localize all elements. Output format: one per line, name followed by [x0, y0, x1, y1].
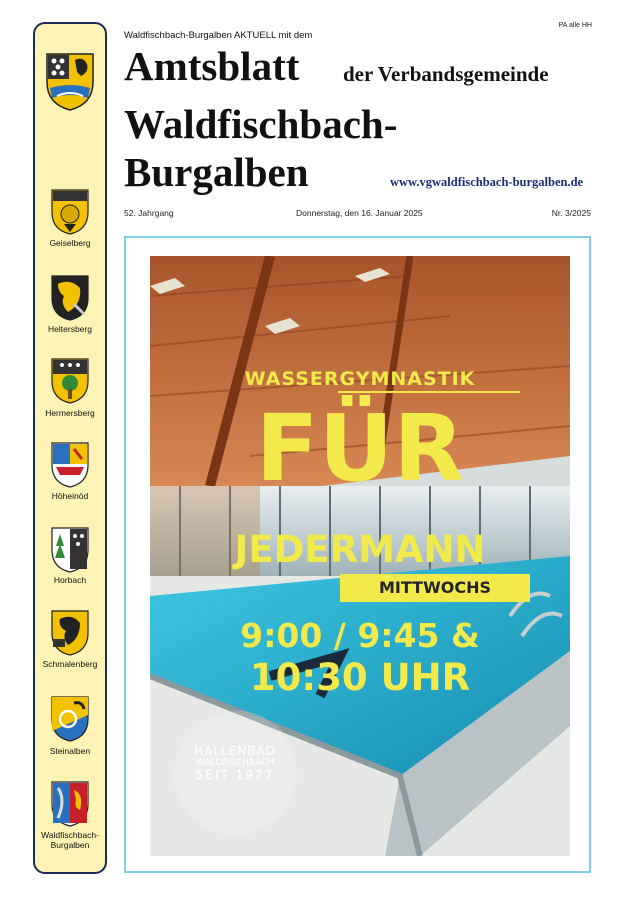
website-link[interactable]: www.vgwaldfischbach-burgalben.de	[390, 175, 584, 189]
cover-poster	[150, 256, 570, 856]
badge-line-waldfischbach: WALDFISCHBACH	[195, 758, 275, 768]
badge-line-hallenbad: HALLENBAD	[194, 744, 276, 758]
badge-line-seit: SEIT 1977	[195, 768, 275, 782]
poster-underline	[338, 391, 520, 393]
poster-line-jedermann: JEDERMANN	[234, 528, 486, 571]
title-town-line2: Burgalben	[124, 149, 309, 195]
geiselberg-coat-of-arms-icon	[50, 188, 90, 236]
town-label: Heltersberg	[48, 324, 92, 334]
hoeheinoed-coat-of-arms-icon	[50, 441, 90, 489]
title-town-line1: Waldfischbach-	[124, 101, 398, 147]
title-amtsblatt: Amtsblatt	[124, 43, 300, 89]
distribution-note: PA alle HH	[558, 22, 592, 29]
waldfischbach-burgalben-coat-of-arms-icon	[50, 780, 90, 828]
sidebar-municipalities	[33, 22, 107, 874]
horbach-coat-of-arms-icon	[50, 526, 90, 574]
heltersberg-coat-of-arms-icon	[50, 274, 90, 322]
town-label: Hermersberg	[45, 408, 95, 418]
pre-title: Waldfischbach-Burgalben AKTUELL mit dem	[124, 30, 313, 41]
town-label: Schmalenberg	[42, 659, 98, 669]
town-label: Waldfischbach-	[41, 830, 99, 840]
town-label: Geiselberg	[49, 238, 91, 248]
schmalenberg-coat-of-arms-icon	[50, 609, 90, 657]
volume-label: 52. Jahrgang	[124, 208, 174, 218]
town-label: Höheinöd	[51, 491, 89, 501]
town-label: Horbach	[53, 575, 87, 585]
poster-line-wassergymnastik: WASSERGYMNASTIK	[244, 368, 476, 390]
poster-line-fuer: FÜR	[255, 395, 465, 502]
hallenbad-badge	[173, 744, 297, 782]
issue-number: Nr. 3/2025	[551, 208, 591, 218]
issue-date: Donnerstag, den 16. Januar 2025	[296, 208, 423, 218]
town-label: Steinalben	[49, 746, 91, 756]
steinalben-coat-of-arms-icon	[50, 695, 90, 743]
vg-coat-of-arms-icon	[45, 52, 95, 112]
poster-line-times: 9:00 / 9:45 &	[240, 616, 480, 655]
town-label: Burgalben	[50, 840, 90, 850]
poster-line-uhr: 10:30 UHR	[249, 656, 471, 699]
poster-line-mittwochs: MITTWOCHS	[379, 578, 491, 597]
title-subtitle: der Verbandsgemeinde	[343, 62, 549, 86]
hermersberg-coat-of-arms-icon	[50, 357, 90, 405]
